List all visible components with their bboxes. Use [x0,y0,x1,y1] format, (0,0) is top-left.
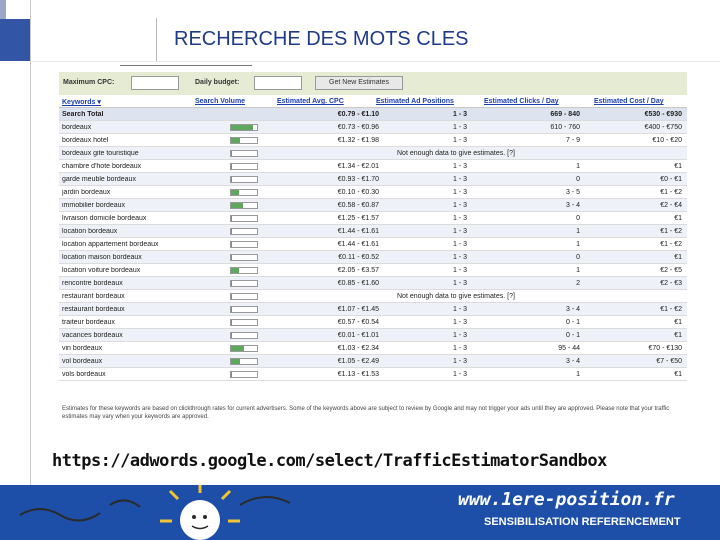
search-volume-fill [231,333,232,338]
keyword-cell[interactable]: location maison bordeaux [62,254,142,261]
search-volume-bar [230,371,258,378]
cost-cell: €1 [674,163,682,170]
keyword-cell[interactable]: vin bordeaux [62,345,103,352]
table-row [59,173,687,186]
clicks-cell: 0 [576,254,580,261]
search-volume-bar [230,345,258,352]
search-volume-bar [230,215,258,222]
search-volume-bar [230,267,258,274]
clicks-cell: 1 [576,228,580,235]
keyword-cell[interactable]: vacances bordeaux [62,332,123,339]
cost-cell: €1 [674,254,682,261]
cost-cell: €2 - €4 [660,202,682,209]
total-cpc: €0.79 - €1.10 [337,111,379,118]
col-avg-cpc[interactable]: Estimated Avg. CPC [277,98,344,105]
table-row [59,121,687,134]
avg-cpc-cell: €1.34 - €2.01 [337,163,379,170]
table-body [59,121,687,381]
daily-budget-input[interactable] [254,76,302,90]
accent-block-light [0,0,6,19]
ad-positions-cell: 1 - 3 [452,306,467,313]
table-row [59,199,687,212]
search-volume-bar [230,202,258,209]
clicks-cell: 1 [576,267,580,274]
clicks-cell: 3 - 4 [565,202,580,209]
search-volume-bar [230,176,258,183]
search-volume-fill [231,346,244,351]
search-volume-fill [231,281,232,286]
site-url[interactable]: www.1ere-position.fr [458,489,675,510]
ad-positions-cell: 1 - 3 [452,176,467,183]
keyword-cell[interactable]: garde meuble bordeaux [62,176,136,183]
search-volume-bar [230,163,258,170]
keyword-cell[interactable]: vols bordeaux [62,371,106,378]
search-volume-fill [231,151,232,156]
cost-cell: €0 - €1 [660,176,682,183]
search-volume-bar [230,150,258,157]
not-enough-data-note: Not enough data to give estimates. [?] [397,293,515,300]
total-positions: 1 - 3 [452,111,467,118]
table-row-total [59,108,687,121]
table-row [59,160,687,173]
col-keywords[interactable]: Keywords ▾ [62,99,101,106]
max-cpc-label: Maximum CPC: [63,79,115,86]
table-row [59,225,687,238]
keyword-cell[interactable]: restaurant bordeaux [62,293,125,300]
search-volume-bar [230,189,258,196]
clicks-cell: 3 - 4 [565,358,580,365]
search-volume-fill [231,203,243,208]
table-row [59,134,687,147]
avg-cpc-cell: €1.05 - €2.49 [337,358,379,365]
search-volume-fill [231,177,232,182]
avg-cpc-cell: €1.32 - €1.98 [337,137,379,144]
table-row [59,277,687,290]
ad-positions-cell: 1 - 3 [452,137,467,144]
avg-cpc-cell: €0.57 - €0.54 [337,319,379,326]
clicks-cell: 610 - 760 [550,124,580,131]
search-volume-fill [231,216,232,221]
keyword-cell[interactable]: livraison domicile bordeaux [62,215,147,222]
clicks-cell: 0 [576,215,580,222]
not-enough-data-note: Not enough data to give estimates. [?] [397,150,515,157]
search-volume-fill [231,372,232,377]
total-label: Search Total [62,111,104,118]
clicks-cell: 0 - 1 [565,332,580,339]
search-volume-fill [231,307,232,312]
clicks-cell: 2 [576,280,580,287]
ad-positions-cell: 1 - 3 [452,163,467,170]
ad-positions-cell: 1 - 3 [452,124,467,131]
search-volume-bar [230,358,258,365]
clicks-cell: 1 [576,241,580,248]
ad-positions-cell: 1 - 3 [452,358,467,365]
total-clicks: 669 - 840 [550,111,580,118]
keyword-cell[interactable]: location bordeaux [62,228,118,235]
table-row [59,303,687,316]
daily-budget-label: Daily budget: [195,79,240,86]
keyword-estimates-table [59,95,687,381]
search-volume-bar [230,280,258,287]
clicks-cell: 95 - 44 [558,345,580,352]
keyword-cell[interactable]: bordeaux gite touristique [62,150,139,157]
col-ad-positions[interactable]: Estimated Ad Positions [376,98,454,105]
keyword-cell[interactable]: bordeaux hotel [62,137,109,144]
keyword-cell[interactable]: bordeaux [62,124,92,131]
table-row [59,212,687,225]
max-cpc-input[interactable] [131,76,179,90]
search-volume-fill [231,255,232,260]
ad-positions-cell: 1 - 3 [452,332,467,339]
cost-cell: €1 - €2 [660,189,682,196]
estimator-controls [59,72,687,95]
table-row [59,238,687,251]
search-volume-fill [231,229,232,234]
ad-positions-cell: 1 - 3 [452,371,467,378]
clicks-cell: 3 - 5 [565,189,580,196]
avg-cpc-cell: €1.44 - €1.61 [337,241,379,248]
cost-cell: €2 - €5 [660,267,682,274]
search-volume-bar [230,137,258,144]
avg-cpc-cell: €0.10 - €0.30 [337,189,379,196]
ad-positions-cell: 1 - 3 [452,345,467,352]
avg-cpc-cell: €1.03 - €2.34 [337,345,379,352]
search-volume-fill [231,242,232,247]
table-row [59,368,687,381]
tagline: SENSIBILISATION REFERENCEMENT [484,516,681,528]
ad-positions-cell: 1 - 3 [452,202,467,209]
accent-block-dark [0,19,30,61]
clicks-cell: 1 [576,163,580,170]
cost-cell: €400 - €750 [644,124,682,131]
col-cost-day[interactable]: Estimated Cost / Day [594,98,664,105]
ad-positions-cell: 1 - 3 [452,189,467,196]
table-row [59,316,687,329]
search-volume-bar [230,319,258,326]
cost-cell: €70 - €130 [648,345,682,352]
clicks-cell: 7 - 9 [565,137,580,144]
clicks-cell: 3 - 4 [565,306,580,313]
avg-cpc-cell: €0.85 - €1.60 [337,280,379,287]
cost-cell: €1 - €2 [660,228,682,235]
keyword-cell[interactable]: location voiture bordeaux [62,267,141,274]
avg-cpc-cell: €1.25 - €1.57 [337,215,379,222]
avg-cpc-cell: €1.44 - €1.61 [337,228,379,235]
search-volume-bar [230,293,258,300]
table-row [59,290,687,303]
keyword-cell[interactable]: vol bordeaux [62,358,103,365]
search-volume-bar [230,228,258,235]
clicks-cell: 0 [576,176,580,183]
search-volume-fill [231,294,232,299]
cost-cell: €1 - €2 [660,241,682,248]
cost-cell: €10 - €20 [652,137,682,144]
avg-cpc-cell: €0.58 - €0.87 [337,202,379,209]
avg-cpc-cell: €0.01 - €1.01 [337,332,379,339]
clicks-cell: 0 - 1 [565,319,580,326]
table-row [59,329,687,342]
clicks-cell: 1 [576,371,580,378]
search-volume-fill [231,125,253,130]
ad-positions-cell: 1 - 3 [452,254,467,261]
table-row [59,342,687,355]
search-volume-fill [231,268,239,273]
keyword-cell[interactable]: rencontre bordeaux [62,280,123,287]
cost-cell: €1 [674,319,682,326]
title-underline [32,61,720,62]
cost-cell: €7 - €50 [656,358,682,365]
ad-positions-cell: 1 - 3 [452,241,467,248]
avg-cpc-cell: €0.11 - €0.52 [338,254,379,261]
avg-cpc-cell: €2.05 - €3.57 [337,267,379,274]
cost-cell: €2 - €3 [660,280,682,287]
title-divider [156,18,157,62]
search-volume-fill [231,359,240,364]
ad-positions-cell: 1 - 3 [452,267,467,274]
ad-positions-cell: 1 - 3 [452,228,467,235]
avg-cpc-cell: €0.93 - €1.70 [337,176,379,183]
search-volume-fill [231,320,232,325]
estimates-footnote: Estimates for these keywords are based on clickthrough rates for current advertisers. Some of the keywords above are subject to review by Google and may not trigger your ads until they are approved. Please note that your traffic estimates may vary when your keywords are approved. [59,403,687,429]
keyword-cell[interactable]: chambre d'hote bordeaux [62,163,142,170]
left-divider [30,0,31,485]
col-search-volume[interactable]: Search Volume [195,98,246,105]
ad-positions-cell: 1 - 3 [452,280,467,287]
slide-title: RECHERCHE DES MOTS CLES [174,28,469,50]
cost-cell: €1 [674,371,682,378]
table-row [59,147,687,160]
avg-cpc-cell: €1.13 - €1.53 [337,371,379,378]
keyword-cell[interactable]: traiteur bordeaux [62,319,115,326]
search-volume-bar [230,254,258,261]
ad-positions-cell: 1 - 3 [452,215,467,222]
cost-cell: €1 [674,332,682,339]
cost-cell: €1 - €2 [660,306,682,313]
sun-logo-icon [0,485,300,540]
subtitle-rule [120,65,252,66]
search-volume-fill [231,164,232,169]
search-volume-bar [230,241,258,248]
avg-cpc-cell: €1.07 - €1.45 [337,306,379,313]
traffic-estimator-screenshot [59,72,687,429]
cost-cell: €1 [674,215,682,222]
table-header [59,95,687,108]
source-url: https://adwords.google.com/select/TrafficEstimatorSandbox [52,451,607,471]
search-volume-fill [231,138,240,143]
keyword-cell[interactable]: location appartement bordeaux [62,241,159,248]
table-row [59,186,687,199]
keyword-cell[interactable]: restaurant bordeaux [62,306,125,313]
search-volume-bar [230,306,258,313]
total-cost: €530 - €930 [644,111,682,118]
table-row [59,264,687,277]
ad-positions-cell: 1 - 3 [452,319,467,326]
avg-cpc-cell: €0.73 - €0.96 [337,124,379,131]
get-new-estimates-button[interactable]: Get New Estimates [315,76,403,90]
table-row [59,251,687,264]
keyword-cell[interactable]: jardin bordeaux [62,189,111,196]
search-volume-bar [230,124,258,131]
keyword-cell[interactable]: immobilier bordeaux [62,202,126,209]
col-clicks-day[interactable]: Estimated Clicks / Day [484,98,559,105]
table-row [59,355,687,368]
search-volume-fill [231,190,239,195]
search-volume-bar [230,332,258,339]
left-accent-bar [0,0,32,485]
